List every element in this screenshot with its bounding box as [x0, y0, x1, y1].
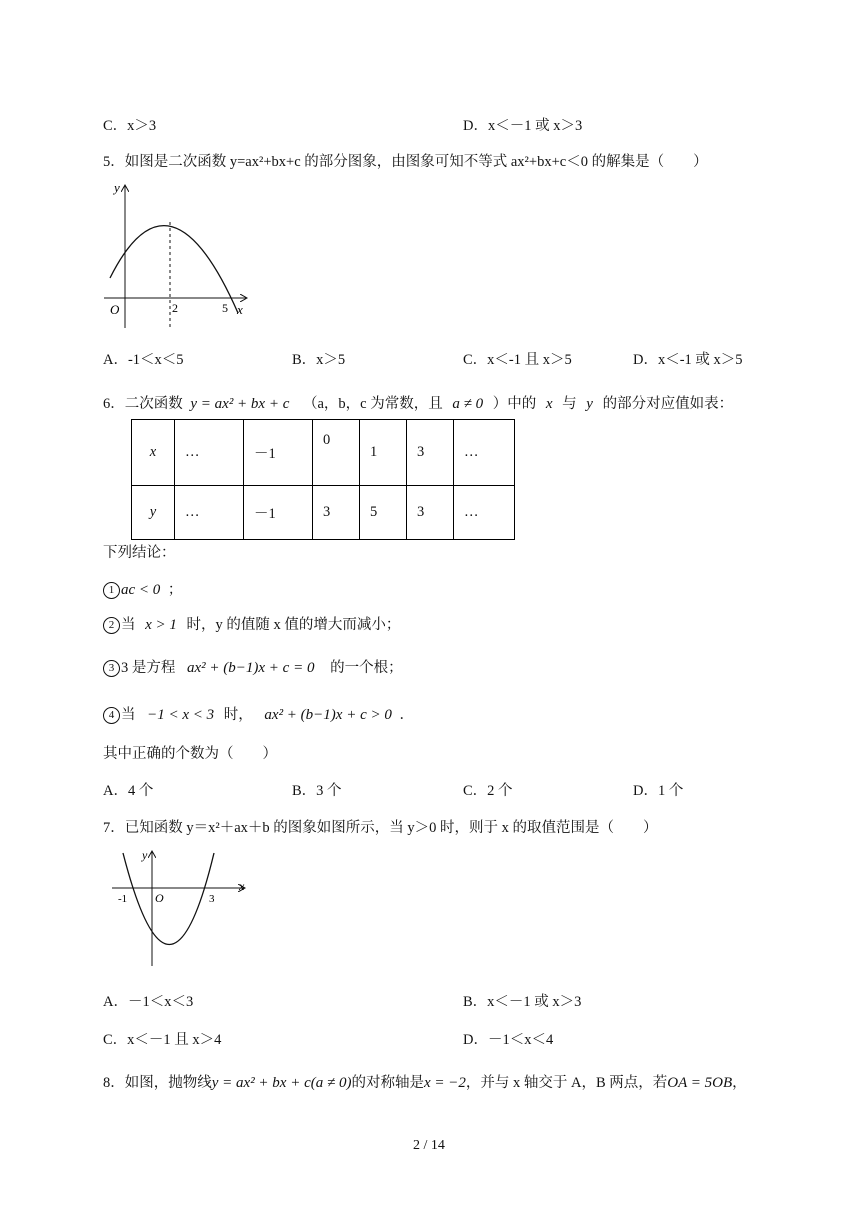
q6-item-pre: 3 是方程: [121, 660, 176, 676]
q6-stem-suffix1: ）中的: [492, 396, 537, 412]
q6-stem-formula: y = ax² + bx + c: [190, 396, 290, 412]
q6-option-d: D．1 个: [633, 783, 684, 799]
q6-item-1: [103, 578, 182, 599]
q8-stem-end: ，: [732, 1075, 747, 1091]
table-cell: …: [454, 486, 515, 540]
q6-option-b: B．3 个: [292, 783, 342, 799]
page-number: 2 / 14: [413, 1138, 445, 1153]
q8-stem-axis: x = −2: [423, 1075, 466, 1091]
q5-option-c: C．x＜-1 且 x＞5: [463, 352, 572, 368]
q6-conclusions-intro: 下列结论：: [103, 545, 176, 561]
table-row: [132, 486, 515, 540]
table-cell: －1: [244, 486, 313, 540]
q6-item-post: ．: [399, 707, 414, 723]
q7-origin-label: O: [155, 891, 164, 905]
q8-stem-cond: OA = 5OB: [667, 1075, 733, 1091]
q6-stem-prefix: 6．二次函数: [103, 396, 183, 412]
table-cell: 3: [407, 486, 454, 540]
table-cell: …: [175, 420, 244, 486]
q6-stem-var-x: x: [545, 396, 553, 412]
q8-stem-prefix: 8．如图，抛物线: [103, 1075, 212, 1091]
q8-stem-suffix: ，并与 x 轴交于 A，B 两点，若: [465, 1075, 668, 1091]
q6-item-3: [103, 656, 403, 677]
q7-option-a: A．－1＜x＜3: [103, 994, 194, 1010]
table-cell: y: [132, 486, 175, 540]
q6-item-math: −1 < x < 3: [147, 707, 215, 723]
q7-tick-left: -1: [118, 893, 128, 905]
q6-item-4: [103, 703, 414, 724]
q7-y-label: y: [142, 848, 148, 862]
q8-stem: [103, 1071, 747, 1092]
q7-option-d: D．－1＜x＜4: [463, 1032, 554, 1048]
q5-stem: 5．如图是二次函数 y=ax²+bx+c 的部分图象，由图象可知不等式 ax²+bx+c＜0 的解集是（ ）: [103, 154, 708, 170]
q7-x-label: x: [239, 879, 245, 893]
table-cell: 5: [360, 486, 407, 540]
table-row: [132, 420, 515, 486]
q6-stem: [103, 392, 733, 413]
q7-parabola: [123, 853, 214, 945]
q6-item-math: ax² + (b−1)x + c = 0: [187, 660, 315, 676]
q5-origin-label: O: [110, 302, 120, 317]
q6-item-mid: 时，: [223, 707, 253, 723]
q6-stem-var-y: y: [586, 396, 593, 412]
q6-item-pre: 当: [121, 617, 136, 633]
q7-stem: 7．已知函数 y＝x²＋ax＋b 的图象如图所示，当 y＞0 时，则于 x 的取值范围是（ ）: [103, 820, 658, 836]
q6-item-number: 2: [103, 617, 120, 634]
table-cell: 3: [407, 420, 454, 486]
q5-option-d: D．x＜-1 或 x＞5: [633, 352, 743, 368]
table-cell: x: [132, 420, 175, 486]
q6-item-post: 的一个根；: [330, 660, 403, 676]
q5-tick-2: 2: [172, 301, 178, 315]
q6-stem-mid: （a，b，c 为常数，且: [303, 396, 443, 412]
q7-option-c: C．x＜－1 且 x＞4: [103, 1032, 222, 1048]
q5-y-label: y: [114, 180, 120, 195]
q6-item-number: 4: [103, 707, 120, 724]
table-cell: 0: [313, 420, 360, 486]
table-cell: 1: [360, 420, 407, 486]
q4-option-d: D．x＜－1 或 x＞3: [463, 118, 583, 134]
q6-value-table: [131, 419, 515, 540]
q5-option-a: A．-1＜x＜5: [103, 352, 184, 368]
q5-parabola: [110, 226, 238, 313]
q6-question: 其中正确的个数为（ ）: [103, 746, 277, 762]
q7-option-b: B．x＜－1 或 x＞3: [463, 994, 582, 1010]
q6-option-c: C．2 个: [463, 783, 513, 799]
q6-item-2: [103, 613, 400, 634]
q6-item-pre: 当: [121, 707, 136, 723]
q6-item-number: 1: [103, 582, 120, 599]
q6-item-math: x > 1: [145, 617, 177, 633]
q8-stem-formula: y = ax² + bx + c(a ≠ 0): [211, 1075, 352, 1091]
q5-tick-5: 5: [222, 301, 228, 315]
table-cell: 3: [313, 486, 360, 540]
q6-item-math: ac < 0: [121, 582, 161, 598]
table-cell: －1: [244, 420, 313, 486]
q6-option-a: A．4 个: [103, 783, 154, 799]
q5-option-b: B．x＞5: [292, 352, 346, 368]
q7-graph: [108, 848, 253, 970]
q4-option-c: C．x＞3: [103, 118, 157, 134]
table-cell: …: [454, 420, 515, 486]
q6-item-post: ；: [167, 582, 183, 598]
q8-stem-mid: 的对称轴是: [351, 1075, 424, 1091]
q6-stem-cond: a ≠ 0: [452, 396, 484, 412]
q5-graph: [100, 178, 260, 333]
q6-stem-and: 与: [562, 396, 577, 412]
q6-item-math2: ax² + (b−1)x + c > 0: [264, 707, 392, 723]
q6-stem-suffix2: 的部分对应值如表：: [602, 396, 734, 412]
q6-item-post: 时，y 的值随 x 值的增大而减小；: [186, 617, 401, 633]
q6-item-number: 3: [103, 660, 120, 677]
q7-tick-right: 3: [209, 893, 215, 905]
q5-x-label: x: [237, 302, 243, 317]
table-cell: …: [175, 486, 244, 540]
